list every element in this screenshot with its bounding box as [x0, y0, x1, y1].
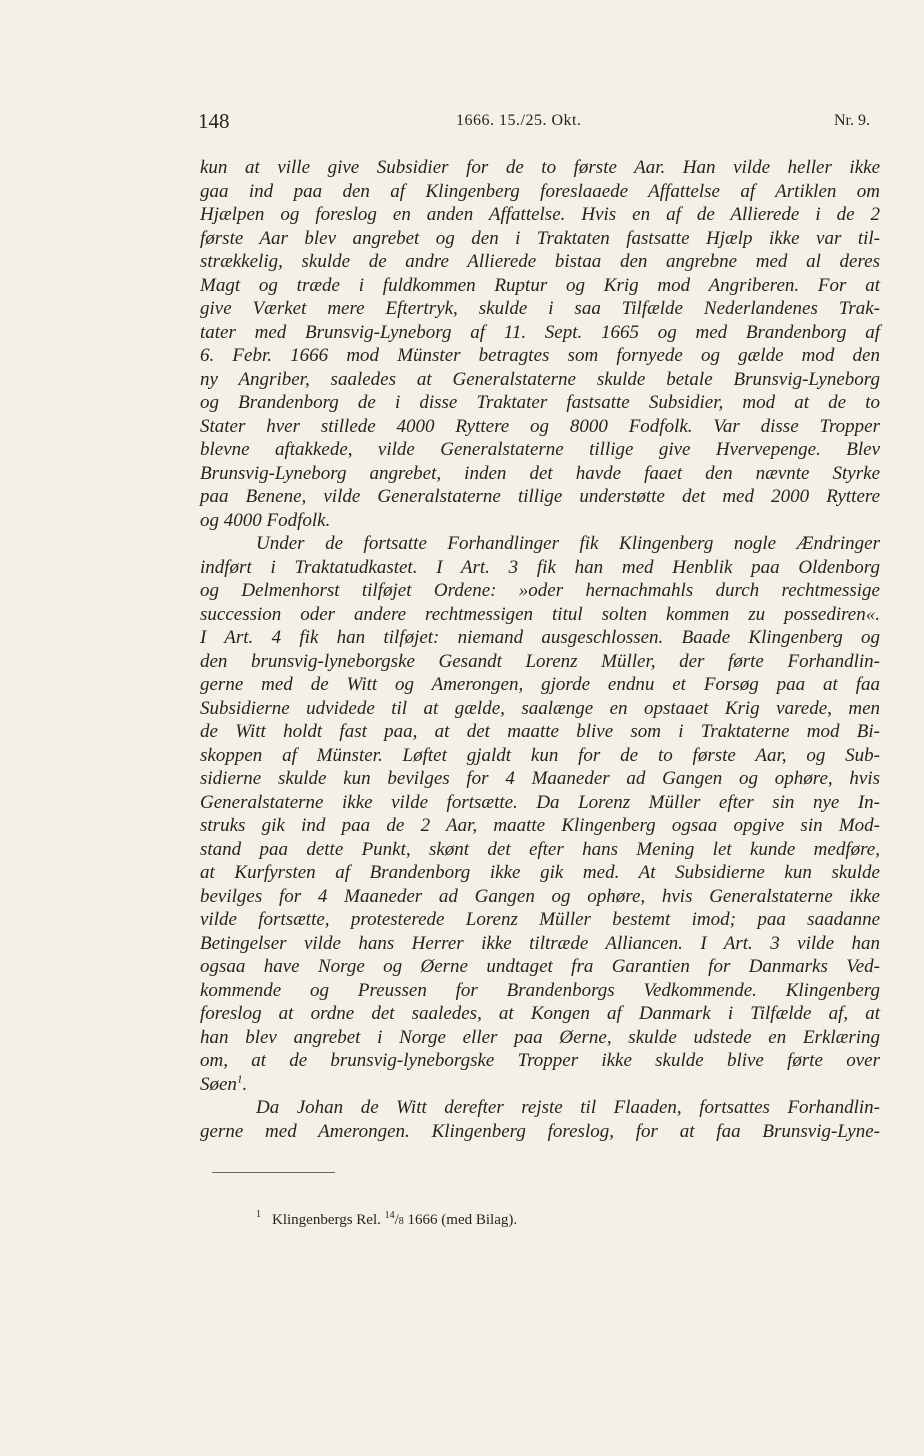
text-line: om, at de brunsvig-lyneborgske Tropper ikke skulde blive førte over [200, 1050, 880, 1071]
text-line: og Delmenhorst tilføjet Ordene: »oder hernachmahls durch rechtmessige [200, 580, 880, 601]
page-number: 148 [198, 109, 230, 133]
text-line: kommende og Preussen for Brandenborgs Vedkommende. Klingenberg [200, 979, 880, 1001]
text-line: bevilges for 4 Maaneder ad Gangen og ophøre, hvis Generalstaterne ikke [200, 885, 880, 907]
text-line: at Kurfyrsten af Brandenborg ikke gik med. At Subsidierne kun skulde [200, 862, 880, 883]
text-line: vilde fortsætte, protesterede Lorenz Müller bestemt imod; paa saadanne [200, 909, 880, 930]
text-line: skoppen af Münster. Løftet gjaldt kun for de to første Aar, og Sub- [200, 744, 880, 766]
text-line: Generalstaterne ikke vilde fortsætte. Da Lorenz Müller efter sin nye In- [200, 791, 880, 813]
line-text: Søen [200, 1073, 237, 1095]
page-header [198, 109, 874, 139]
text-line: struks gik ind paa de 2 Aar, maatte Klingenberg ogsaa opgive sin Mod- [200, 815, 880, 836]
paragraph-end-line: og 4000 Fodfolk. [200, 509, 331, 531]
period: . [242, 1073, 248, 1095]
footnote-rest: 1666 (med Bilag). [407, 1212, 518, 1228]
footnote-text [272, 1212, 517, 1228]
text-line: 6. Febr. 1666 mod Münster betragtes som fornyede og gælde mod den [200, 345, 880, 366]
text-line: kun at ville give Subsidier for de to første Aar. Han vilde heller ikke [200, 157, 880, 178]
footnote-divider [212, 1172, 335, 1173]
text-line: Hjælpen og foreslog en anden Affattelse. Hvis en af de Allierede i de 2 [200, 204, 880, 225]
text-line: de Witt holdt fast paa, at det maatte blive som i Traktaterne mod Bi- [200, 721, 880, 742]
text-line: første Aar blev angrebet og den i Traktaten fastsatte Hjælp ikke var til- [200, 227, 880, 249]
text-line: ogsaa have Norge og Øerne undtaget fra Garantien for Danmarks Ved- [200, 956, 880, 977]
text-line: han blev angrebet i Norge eller paa Øerne, skulde udstede en Erklæring [200, 1026, 880, 1048]
document-number: Nr. 9. [834, 112, 870, 129]
text-line: indført i Traktatudkastet. I Art. 3 fik han med Henblik paa Oldenborg [200, 556, 880, 578]
text-line: paa Benene, vilde Generalstaterne tillige understøtte det med 2000 Ryttere [200, 486, 880, 507]
text-line: tater med Brunsvig-Lyneborg af 11. Sept. 1665 og med Brandenborg af [200, 321, 880, 343]
footnote-date-month: 8 [398, 1216, 404, 1227]
text-line: succession oder andere rechtmessigen titul solten kommen zu possediren«. [200, 603, 880, 625]
text-line: den brunsvig-lyneborgske Gesandt Lorenz Müller, der førte Forhandlin- [200, 650, 880, 672]
text-line: I Art. 4 fik han tilføjet: niemand ausgeschlossen. Baade Klingenberg og [200, 627, 880, 648]
footnote [256, 1209, 518, 1229]
footnote-source: Klingenbergs Rel. [272, 1212, 381, 1228]
text-line: Magt og træde i fuldkommen Ruptur og Krig mod Angriberen. For at [200, 274, 880, 296]
text-line: Brunsvig-Lyneborg angrebet, inden det havde faaet den nævnte Styrke [200, 462, 880, 484]
text-line: Stater hver stillede 4000 Ryttere og 8000 Fodfolk. Var disse Tropper [200, 415, 880, 437]
footnote-mark: 1 [256, 1209, 261, 1220]
text-line: gerne med Amerongen. Klingenberg foreslog, for at faa Brunsvig-Lyne- [200, 1120, 880, 1142]
footnote-date-day: 14 [384, 1210, 395, 1221]
paragraph-start-line: Under de fortsatte Forhandlinger fik Klingenberg nogle Ændringer [256, 533, 880, 554]
text-line: give Værket mere Eftertryk, skulde i saa Tilfælde Nederlandenes Trak- [200, 298, 880, 319]
text-line: foreslog at ordne det saaledes, at Kongen af Danmark i Tilfælde af, at [200, 1003, 880, 1024]
footnote-date-slash: / [394, 1212, 399, 1228]
text-line: ny Angriber, saaledes at Generalstaterne skulde betale Brunsvig-Lyneborg [200, 368, 880, 390]
text-line: Subsidierne udvidede til at gælde, saalænge en opstaaet Krig varede, men [200, 697, 880, 719]
text-line: gaa ind paa den af Klingenberg foreslaaede Affattelse af Artiklen om [200, 180, 880, 202]
body-text [200, 156, 880, 1143]
text-line: strækkelig, skulde de andre Allierede bistaa den angrebne med al deres [200, 251, 880, 272]
text-line: og Brandenborg de i disse Traktater fastsatte Subsidier, mod at de to [200, 392, 880, 413]
text-line: blevne aftakkede, vilde Generalstaterne tillige give Hvervepenge. Blev [200, 439, 880, 460]
text-line: gerne med de Witt og Amerongen, gjorde endnu et Forsøg paa at faa [200, 674, 880, 695]
paragraph-end-line [200, 1073, 880, 1097]
text-line: sidierne skulde kun bevilges for 4 Maaneder ad Gangen og ophøre, hvis [200, 768, 880, 789]
text-line: Betingelser vilde hans Herrer ikke tiltræde Alliancen. I Art. 3 vilde han [200, 932, 880, 954]
header-date: 1666. 15./25. Okt. [456, 112, 582, 129]
footnote-reference[interactable]: 1 [236, 1073, 243, 1086]
text-line: stand paa dette Punkt, skønt det efter hans Mening let kunde medføre, [200, 838, 880, 860]
paragraph-start-line: Da Johan de Witt derefter rejste til Flaaden, fortsattes Forhandlin- [256, 1097, 880, 1118]
